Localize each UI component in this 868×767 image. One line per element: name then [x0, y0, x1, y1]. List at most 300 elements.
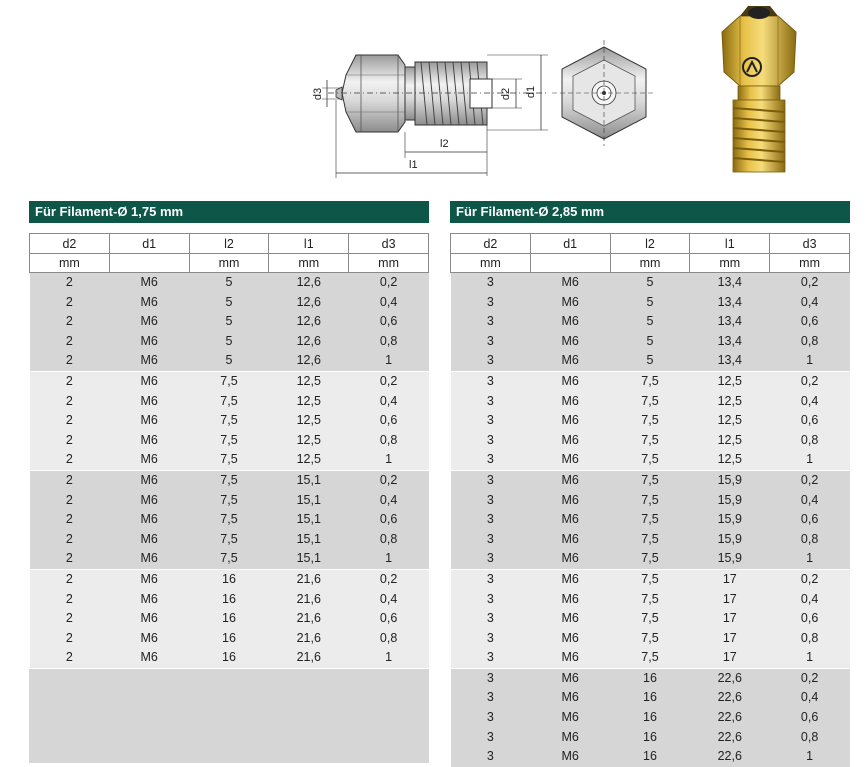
table-cell: M6	[530, 411, 610, 431]
column-header: l1	[690, 234, 770, 254]
table-cell: 3	[451, 371, 531, 391]
unit-cell: mm	[269, 254, 349, 273]
table-cell: M6	[530, 629, 610, 649]
table-cell: 0,6	[349, 411, 429, 431]
table-cell: 0,6	[349, 609, 429, 629]
table-cell: 12,5	[269, 431, 349, 451]
table-cell: 0,6	[770, 411, 850, 431]
table-cell: 2	[30, 569, 110, 589]
table-cell: 15,1	[269, 549, 349, 569]
table-cell: 16	[610, 688, 690, 708]
table-cell: 17	[690, 629, 770, 649]
table-row	[451, 629, 850, 649]
table-cell: 15,1	[269, 530, 349, 550]
table-row	[30, 569, 429, 589]
dim-label-l1: l1	[409, 159, 418, 171]
table-cell: 0,2	[349, 470, 429, 490]
table-cell: 3	[451, 351, 531, 371]
table-cell: 0,6	[349, 312, 429, 332]
column-header: d3	[349, 234, 429, 254]
table-cell: 5	[610, 273, 690, 293]
table-row	[451, 530, 850, 550]
table-cell: 2	[30, 351, 110, 371]
table-cell: M6	[109, 411, 189, 431]
table-row	[451, 510, 850, 530]
unit-cell	[530, 254, 610, 273]
table-cell: 12,6	[269, 293, 349, 313]
table-cell: 2	[30, 312, 110, 332]
table-row	[30, 530, 429, 550]
table-row	[30, 549, 429, 569]
table-body	[451, 273, 850, 767]
table-cell: 12,5	[269, 411, 349, 431]
table-cell: 7,5	[189, 470, 269, 490]
table-row	[30, 648, 429, 668]
table-cell: 7,5	[610, 609, 690, 629]
table-cell: 17	[690, 609, 770, 629]
table-cell: 7,5	[610, 530, 690, 550]
table-cell: 3	[451, 273, 531, 293]
table-cell: 7,5	[189, 510, 269, 530]
table-cell: 13,4	[690, 312, 770, 332]
table-cell: 0,2	[770, 273, 850, 293]
table-row	[451, 648, 850, 668]
table-cell: 0,2	[349, 273, 429, 293]
table-cell: 2	[30, 273, 110, 293]
table-cell: 3	[451, 411, 531, 431]
header-row	[451, 234, 850, 254]
table-cell: 21,6	[269, 648, 349, 668]
table-cell: 7,5	[189, 530, 269, 550]
table-cell: 12,5	[690, 411, 770, 431]
table-cell: M6	[109, 470, 189, 490]
table-cell: 0,8	[349, 332, 429, 352]
table-cell: 2	[30, 450, 110, 470]
table-cell: M6	[530, 549, 610, 569]
units-row	[30, 254, 429, 273]
table-cell: 0,2	[349, 371, 429, 391]
table-row	[30, 491, 429, 511]
table-cell: 12,5	[690, 392, 770, 412]
table-row	[30, 332, 429, 352]
table-cell: 2	[30, 491, 110, 511]
table-cell: 21,6	[269, 609, 349, 629]
table-cell: 22,6	[690, 668, 770, 688]
table-row	[451, 747, 850, 767]
table-cell: 0,8	[349, 530, 429, 550]
table-cell: 13,4	[690, 273, 770, 293]
table-cell: 22,6	[690, 747, 770, 767]
table-row	[451, 470, 850, 490]
table-cell: 0,2	[770, 668, 850, 688]
table-cell: M6	[530, 747, 610, 767]
table-cell: 3	[451, 609, 531, 629]
table-cell: 1	[770, 747, 850, 767]
table-cell: 16	[189, 609, 269, 629]
table-cell: M6	[109, 549, 189, 569]
table-cell: M6	[109, 273, 189, 293]
table-cell: 5	[610, 293, 690, 313]
table-row	[30, 293, 429, 313]
table-cell: 2	[30, 549, 110, 569]
column-header: d3	[770, 234, 850, 254]
table-cell: 0,4	[349, 392, 429, 412]
unit-cell: mm	[451, 254, 531, 273]
unit-cell: mm	[770, 254, 850, 273]
table-panel-175	[29, 201, 429, 763]
table-cell: 0,6	[770, 609, 850, 629]
table-row	[451, 569, 850, 589]
table-row	[451, 491, 850, 511]
table-cell: 15,1	[269, 470, 349, 490]
table-cell: 2	[30, 629, 110, 649]
table-cell: 3	[451, 293, 531, 313]
table-row	[451, 371, 850, 391]
table-row	[30, 411, 429, 431]
table-cell: 2	[30, 293, 110, 313]
table-cell: M6	[530, 351, 610, 371]
table-cell: M6	[109, 312, 189, 332]
table-row	[30, 629, 429, 649]
table-cell: 3	[451, 312, 531, 332]
table-cell: M6	[530, 312, 610, 332]
nozzle-table-285	[450, 233, 850, 767]
table-cell: 17	[690, 569, 770, 589]
table-row	[451, 549, 850, 569]
table-row	[30, 273, 429, 293]
table-cell: 0,6	[770, 510, 850, 530]
table-cell: 3	[451, 728, 531, 748]
table-cell: 7,5	[610, 371, 690, 391]
table-row	[451, 590, 850, 610]
table-cell: 0,4	[770, 688, 850, 708]
table-cell: 2	[30, 431, 110, 451]
table-cell: 5	[610, 351, 690, 371]
table-title-285: Für Filament-Ø 2,85 mm	[450, 201, 850, 223]
table-cell: M6	[109, 371, 189, 391]
table-cell: 2	[30, 332, 110, 352]
table-cell: 5	[189, 332, 269, 352]
nozzle-hex-end-view	[552, 40, 656, 146]
table-cell: 2	[30, 371, 110, 391]
table-cell: M6	[109, 530, 189, 550]
table-cell: 0,6	[770, 312, 850, 332]
table-cell: 3	[451, 708, 531, 728]
table-cell: 16	[610, 728, 690, 748]
table-cell: M6	[109, 569, 189, 589]
table-title-175: Für Filament-Ø 1,75 mm	[29, 201, 429, 223]
table-cell: 5	[610, 332, 690, 352]
table-cell: 15,9	[690, 470, 770, 490]
table-row	[451, 431, 850, 451]
table-row	[451, 273, 850, 293]
table-cell: 5	[189, 293, 269, 313]
dim-label-l2: l2	[440, 138, 449, 150]
table-cell: 7,5	[610, 470, 690, 490]
table-cell: 1	[770, 648, 850, 668]
table-cell: M6	[109, 510, 189, 530]
table-row	[30, 510, 429, 530]
table-cell: 12,5	[690, 450, 770, 470]
table-cell: M6	[530, 648, 610, 668]
table-cell: M6	[530, 530, 610, 550]
table-cell: 7,5	[189, 392, 269, 412]
table-cell: 0,2	[770, 371, 850, 391]
table-cell: 16	[189, 629, 269, 649]
table-cell: 7,5	[610, 510, 690, 530]
table-cell: 3	[451, 569, 531, 589]
table-cell: M6	[109, 590, 189, 610]
table-cell: 12,6	[269, 273, 349, 293]
table-cell: 7,5	[610, 648, 690, 668]
table-cell: 13,4	[690, 351, 770, 371]
table-cell: 7,5	[610, 629, 690, 649]
table-cell: 0,6	[349, 510, 429, 530]
table-cell: 7,5	[610, 431, 690, 451]
table-cell: 16	[610, 747, 690, 767]
table-cell: 0,4	[770, 392, 850, 412]
column-header: l2	[189, 234, 269, 254]
table-cell: 7,5	[189, 411, 269, 431]
column-header: d1	[109, 234, 189, 254]
table-cell: 16	[610, 668, 690, 688]
table-row	[30, 431, 429, 451]
table-cell: 3	[451, 688, 531, 708]
table-cell: 7,5	[610, 549, 690, 569]
nozzle-table-175	[29, 233, 429, 668]
table-cell: 0,4	[349, 293, 429, 313]
table-cell: 0,6	[770, 708, 850, 728]
table-cell: 12,6	[269, 351, 349, 371]
table-row	[30, 450, 429, 470]
table-row	[451, 332, 850, 352]
table-cell: 17	[690, 590, 770, 610]
table-row	[30, 371, 429, 391]
table-cell: 3	[451, 668, 531, 688]
table-row	[451, 609, 850, 629]
table-cell: 7,5	[610, 491, 690, 511]
table-cell: M6	[530, 450, 610, 470]
column-header: d2	[30, 234, 110, 254]
table-cell: M6	[530, 293, 610, 313]
column-header: d1	[530, 234, 610, 254]
table-cell: M6	[109, 491, 189, 511]
table-cell: 2	[30, 530, 110, 550]
table-cell: 2	[30, 590, 110, 610]
table-cell: M6	[109, 450, 189, 470]
table-cell: 5	[189, 312, 269, 332]
table-cell: 0,8	[770, 728, 850, 748]
nozzle-product-photo	[722, 6, 796, 172]
table-row	[30, 590, 429, 610]
table-cell: 5	[610, 312, 690, 332]
table-head	[451, 234, 850, 273]
table-body	[30, 273, 429, 668]
table-cell: 1	[770, 450, 850, 470]
table-cell: 1	[770, 549, 850, 569]
table-cell: 12,5	[690, 371, 770, 391]
nozzle-side-view-drawing	[0, 0, 868, 190]
table-cell: 22,6	[690, 728, 770, 748]
table-row	[451, 688, 850, 708]
table-cell: 7,5	[189, 371, 269, 391]
units-row	[451, 254, 850, 273]
table-row	[451, 312, 850, 332]
table-cell: 1	[349, 549, 429, 569]
table-cell: 15,9	[690, 510, 770, 530]
table-cell: 0,8	[770, 332, 850, 352]
table-cell: 1	[349, 648, 429, 668]
table-cell: 3	[451, 549, 531, 569]
table-cell: 16	[189, 569, 269, 589]
table-row	[30, 470, 429, 490]
table-cell: 7,5	[189, 549, 269, 569]
table-cell: 0,2	[349, 569, 429, 589]
table-cell: 0,4	[770, 590, 850, 610]
table-head	[30, 234, 429, 273]
table-cell: M6	[109, 351, 189, 371]
table-row	[30, 312, 429, 332]
unit-cell: mm	[610, 254, 690, 273]
table-cell: 3	[451, 450, 531, 470]
table-cell: 15,9	[690, 530, 770, 550]
table-cell: 15,1	[269, 510, 349, 530]
column-header: d2	[451, 234, 531, 254]
dim-label-d2: d2	[500, 87, 513, 101]
table-cell: 7,5	[610, 411, 690, 431]
table-cell: 0,8	[349, 431, 429, 451]
table-row	[451, 411, 850, 431]
table-cell: M6	[530, 609, 610, 629]
table-cell: 12,5	[690, 431, 770, 451]
table-cell: 2	[30, 648, 110, 668]
technical-drawing-area	[0, 0, 868, 190]
table-row	[451, 392, 850, 412]
table-cell: 12,5	[269, 371, 349, 391]
table-cell: 13,4	[690, 293, 770, 313]
table-cell: 5	[189, 273, 269, 293]
table-cell: 5	[189, 351, 269, 371]
table-row	[451, 351, 850, 371]
column-header: l2	[610, 234, 690, 254]
table-cell: 0,4	[770, 293, 850, 313]
table-cell: M6	[109, 431, 189, 451]
table-row	[30, 609, 429, 629]
table-cell: 15,9	[690, 491, 770, 511]
table-cell: 16	[189, 648, 269, 668]
table-cell: M6	[530, 371, 610, 391]
table-cell: 1	[349, 450, 429, 470]
table-cell: 7,5	[189, 450, 269, 470]
table-cell: 12,5	[269, 392, 349, 412]
table-cell: M6	[530, 728, 610, 748]
table-cell: 3	[451, 332, 531, 352]
table-cell: 3	[451, 530, 531, 550]
header-row	[30, 234, 429, 254]
table-cell: 15,1	[269, 491, 349, 511]
table-cell: M6	[530, 392, 610, 412]
table-cell: 2	[30, 392, 110, 412]
table-row	[30, 351, 429, 371]
table-cell: M6	[530, 431, 610, 451]
table-cell: M6	[109, 648, 189, 668]
column-header: l1	[269, 234, 349, 254]
table-row	[30, 392, 429, 412]
table-cell: 3	[451, 392, 531, 412]
table-row	[451, 450, 850, 470]
table-cell: 3	[451, 648, 531, 668]
table-cell: 3	[451, 510, 531, 530]
table-cell: 0,8	[770, 629, 850, 649]
table-cell: 3	[451, 747, 531, 767]
table-panel-285	[450, 201, 850, 767]
table-cell: 0,8	[770, 530, 850, 550]
table-row	[451, 708, 850, 728]
table-cell: M6	[109, 293, 189, 313]
unit-cell: mm	[349, 254, 429, 273]
table-cell: 7,5	[610, 569, 690, 589]
table-cell: 3	[451, 491, 531, 511]
table-cell: 7,5	[189, 491, 269, 511]
table-cell: 1	[770, 351, 850, 371]
unit-cell: mm	[189, 254, 269, 273]
table-cell: 12,5	[269, 450, 349, 470]
unit-cell: mm	[30, 254, 110, 273]
table-cell: M6	[530, 569, 610, 589]
table-cell: 7,5	[189, 431, 269, 451]
table-cell: M6	[530, 590, 610, 610]
table-cell: 17	[690, 648, 770, 668]
table-cell: 13,4	[690, 332, 770, 352]
table-cell: 12,6	[269, 332, 349, 352]
unit-cell	[109, 254, 189, 273]
table-cell: 21,6	[269, 590, 349, 610]
table-cell: M6	[530, 688, 610, 708]
table-cell: 2	[30, 510, 110, 530]
table-cell: M6	[530, 470, 610, 490]
table-cell: M6	[530, 332, 610, 352]
table-cell: M6	[530, 273, 610, 293]
table-cell: 3	[451, 470, 531, 490]
table-cell: 22,6	[690, 708, 770, 728]
dim-label-d3: d3	[312, 87, 325, 101]
table-cell: 0,2	[770, 569, 850, 589]
table-cell: 0,8	[770, 431, 850, 451]
table-row	[451, 728, 850, 748]
table-cell: 0,4	[349, 590, 429, 610]
table-cell: M6	[109, 609, 189, 629]
table-cell: 7,5	[610, 392, 690, 412]
table-cell: M6	[530, 491, 610, 511]
dim-label-d1: d1	[525, 85, 538, 99]
table-cell: 7,5	[610, 590, 690, 610]
table-cell: 3	[451, 629, 531, 649]
table-cell: M6	[530, 708, 610, 728]
table-cell: 21,6	[269, 569, 349, 589]
table-cell: M6	[109, 392, 189, 412]
table-cell: 2	[30, 470, 110, 490]
table-cell: 12,6	[269, 312, 349, 332]
table-row	[451, 668, 850, 688]
table-cell: 0,4	[349, 491, 429, 511]
table-cell: 21,6	[269, 629, 349, 649]
table-cell: 16	[610, 708, 690, 728]
table-cell: M6	[530, 510, 610, 530]
table-cell: 0,8	[349, 629, 429, 649]
table-cell: 1	[349, 351, 429, 371]
unit-cell: mm	[690, 254, 770, 273]
table-cell: 2	[30, 411, 110, 431]
